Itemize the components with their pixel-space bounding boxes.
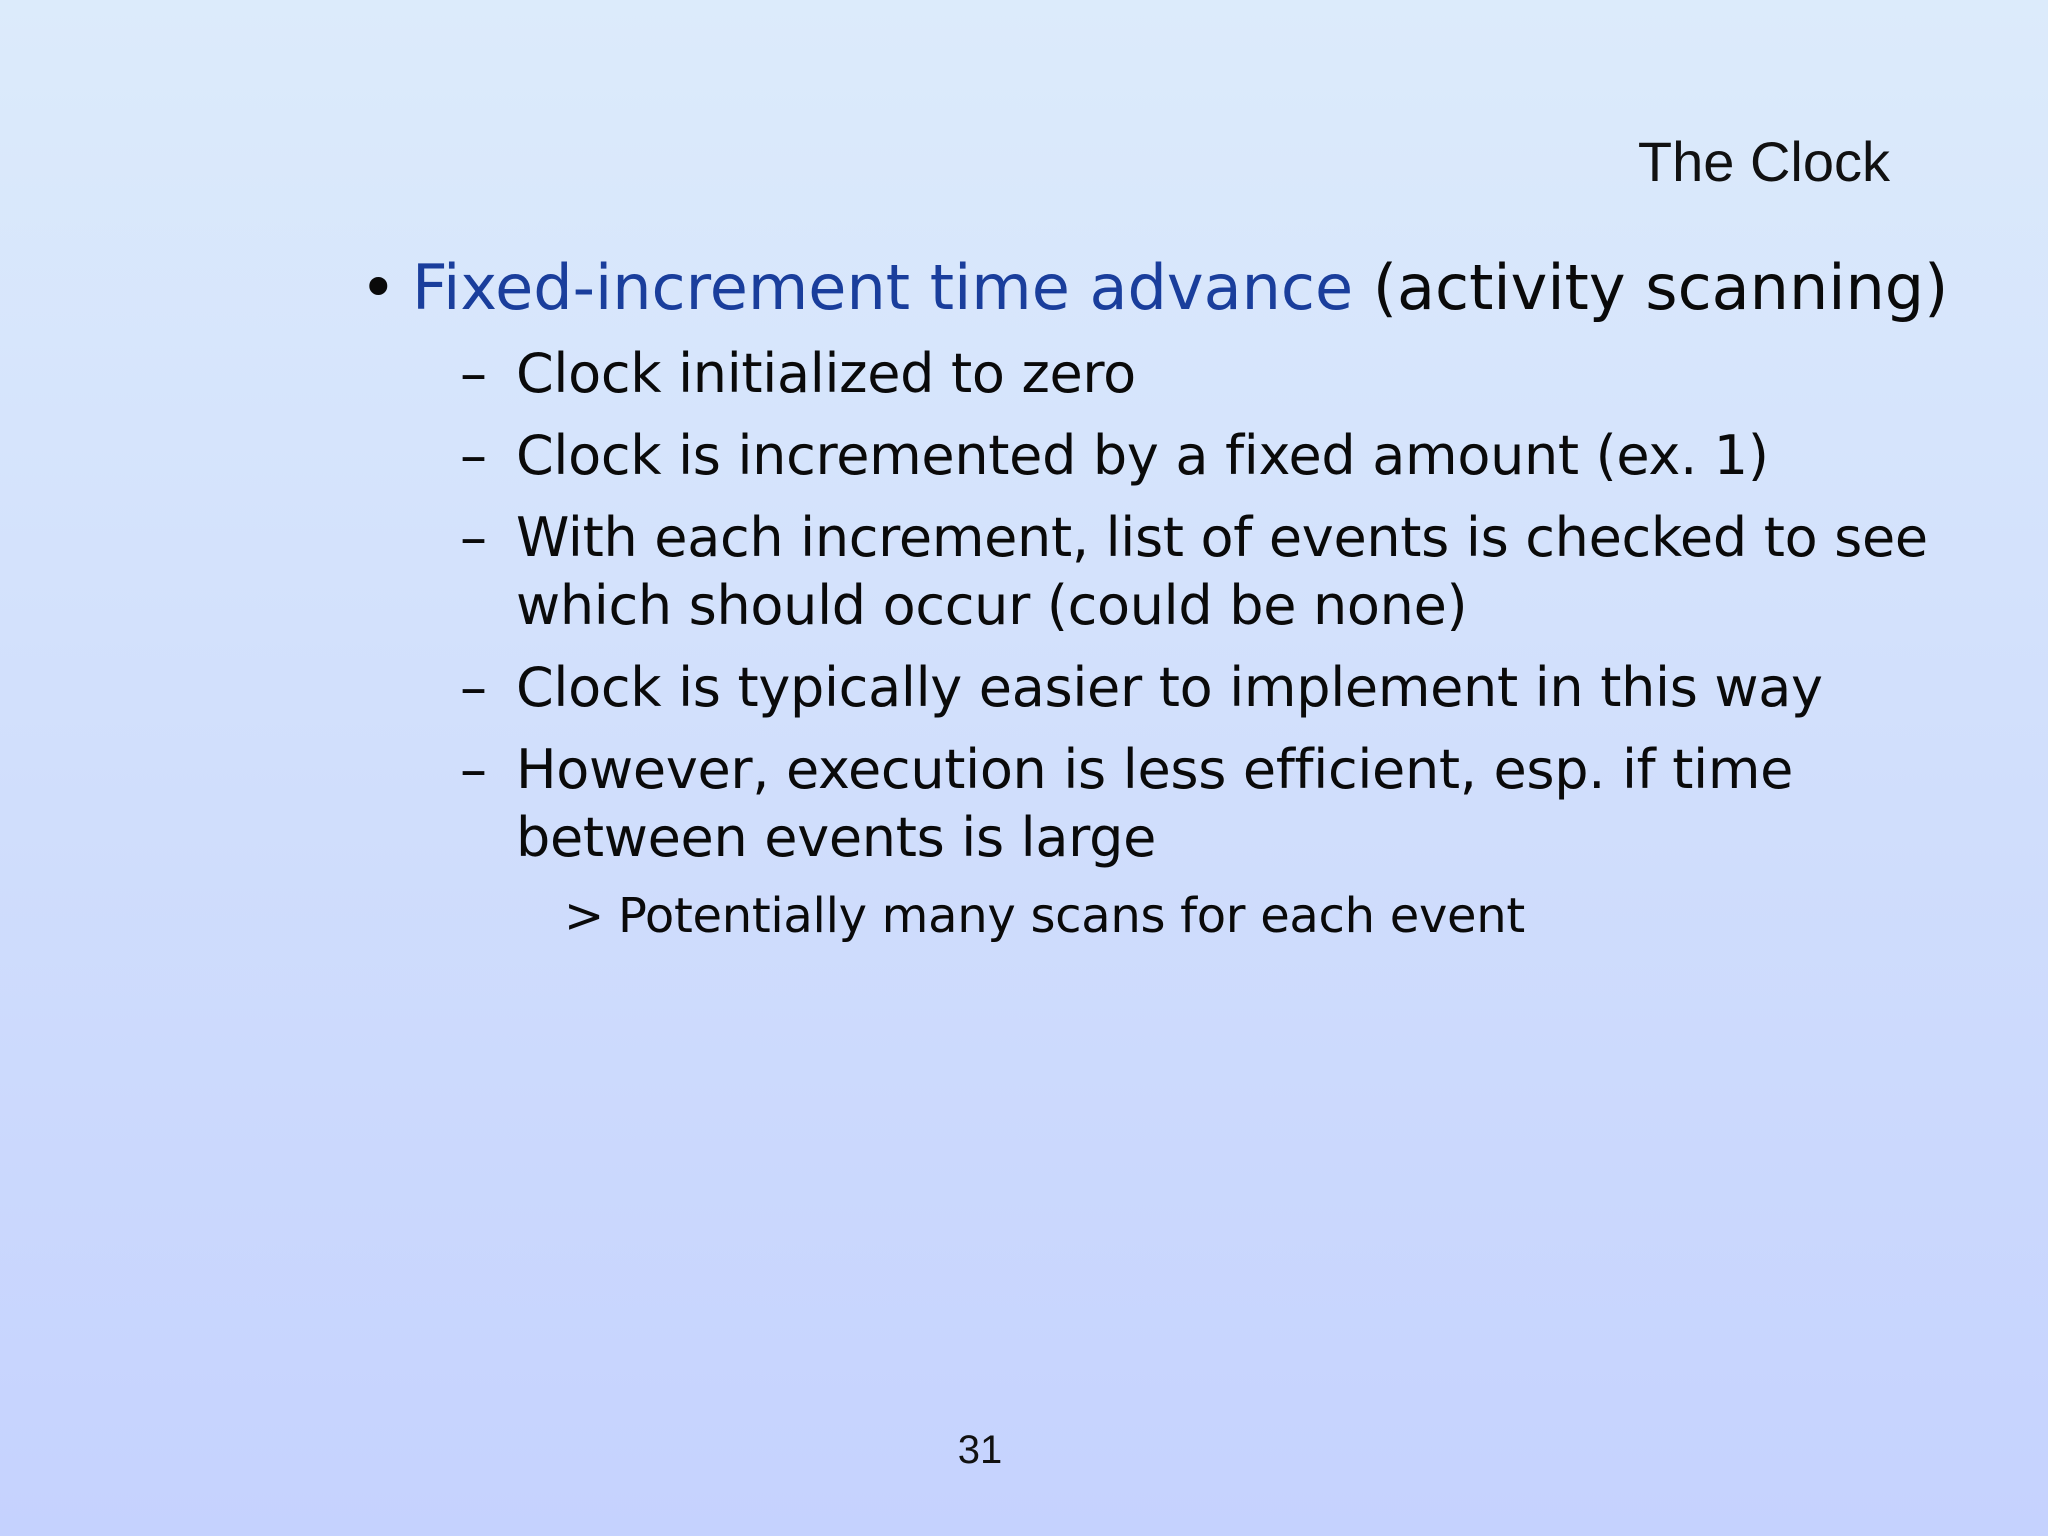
dash-marker: – bbox=[460, 424, 487, 487]
bullet-highlight: Fixed-increment time advance bbox=[412, 251, 1354, 324]
sub-item-each-increment: With each increment, list of events is checked to see bbox=[516, 506, 1928, 569]
sub-item-less-efficient: However, execution is less efficient, esp. if time bbox=[516, 738, 1794, 801]
dash-marker: – bbox=[460, 738, 487, 801]
bullet-marker: • bbox=[360, 251, 397, 324]
bullet-item-fixed-increment bbox=[412, 252, 1948, 324]
subsub-item-many-scans: Potentially many scans for each event bbox=[618, 888, 1525, 944]
sub-item-easier-implement: Clock is typically easier to implement in this way bbox=[516, 656, 1823, 719]
sub-item-each-increment-cont: which should occur (could be none) bbox=[516, 574, 1468, 637]
page-number: 31 bbox=[957, 1428, 1003, 1472]
bullet-rest: (activity scanning) bbox=[1353, 251, 1949, 324]
slide-title: The Clock bbox=[1637, 130, 1890, 193]
sub-item-less-efficient-cont: between events is large bbox=[516, 806, 1157, 869]
sub-item-clock-incremented: Clock is incremented by a fixed amount (ex. 1) bbox=[516, 424, 1769, 487]
dash-marker: – bbox=[460, 506, 487, 569]
dash-marker: – bbox=[460, 342, 487, 405]
dash-marker: – bbox=[460, 656, 487, 719]
sub-item-clock-initialized: Clock initialized to zero bbox=[516, 342, 1136, 405]
chevron-marker: > bbox=[564, 888, 604, 944]
